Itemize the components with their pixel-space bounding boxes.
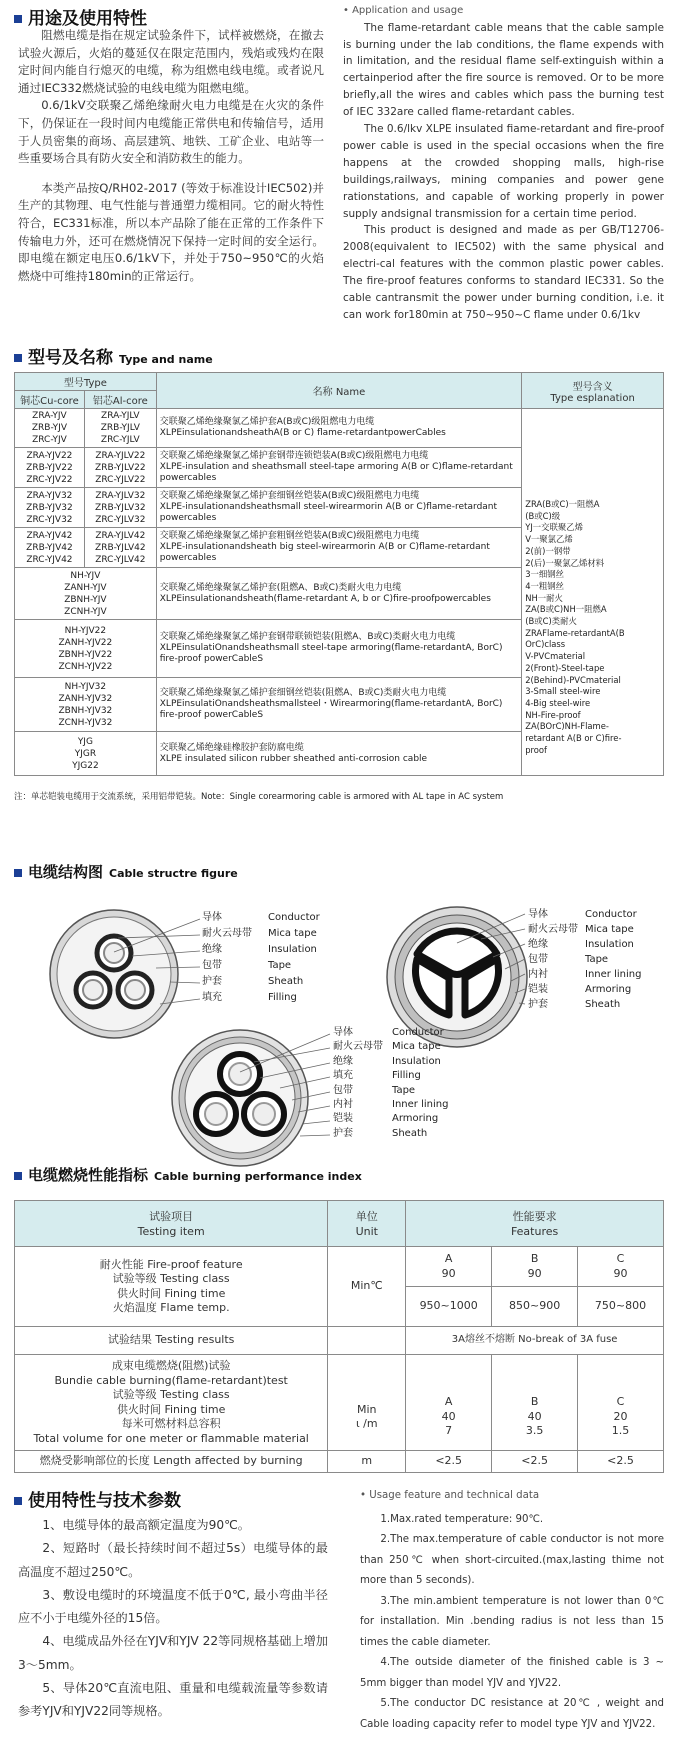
class-c: C 90 <box>578 1247 664 1287</box>
square-bullet-icon <box>14 15 22 23</box>
cable-name: 交联聚乙烯绝缘聚氯乙烯护套A(B或C)级阻燃电力电缆 XLPEinsulationandsheathA(B or C) flame-retardantpowerCables <box>156 409 521 448</box>
cable-name: 交联聚乙烯绝缘聚氯乙烯护套钢带连锁铠装A(B或C)级阻燃电力电缆 XLPE-insulation and sheathsmall steel-tape armoring A(B or C)flame-retardant powercables <box>156 448 521 488</box>
label-mica-tape: 耐火云母带 <box>202 928 252 940</box>
label-sheath: 护套 <box>202 976 222 988</box>
paragraph: 0.6/1kV交联聚乙烯绝缘耐火电力电缆是在火灾的条件下，仍保证在一段时间内电缆能正常供电和传输信号，适用于人员密集的商场、高层建筑、地铁、工矿企业、电站等一些重要场合具有防火安全和消防救生的能力。 <box>18 98 324 166</box>
section-title-type: 型号及名称 Type and name <box>14 343 213 368</box>
model-code: NH-YJV22 ZANH-YJV22 ZBNH-YJV22 ZCNH-YJV22 <box>15 620 157 678</box>
al-model: ZRA-YJLV32 ZRB-YJLV32 ZRC-YJLV32 <box>84 488 156 528</box>
model-code: YJG YJGR YJG22 <box>15 732 157 776</box>
al-model: ZRA-YJLV ZRB-YJLV ZRC-YJLV <box>84 409 156 448</box>
model-code: NH-YJV32 ZANH-YJV32 ZBNH-YJV32 ZCNH-YJV32 <box>15 678 157 732</box>
list-item: 3、敷设电缆时的环境温度不低于0℃, 最小弯曲半径应不小于电缆外径的15倍。 <box>18 1587 328 1626</box>
technical-text-en <box>360 1486 664 1735</box>
cu-model: ZRA-YJV ZRB-YJV ZRC-YJV <box>15 409 85 448</box>
empty-cell <box>328 1327 406 1355</box>
list-item: 5、导体20℃直流电阻、重量和电缆载流量等参数请参考YJV和YJV22同等规格。 <box>18 1681 328 1719</box>
length-unit: m <box>328 1451 406 1473</box>
cable-name: 交联聚乙烯绝缘聚氯乙烯护套细钢丝铠装A(B或C)级阻燃电力电缆 XLPE-insulationandsheathsmall steel-wirearmorin A(B or C)flame-retardant powercables <box>156 488 521 528</box>
square-bullet-icon <box>14 1172 22 1180</box>
label-insulation: 绝缘 <box>202 944 222 956</box>
cable-name: 交联聚乙烯绝缘聚氯乙烯护套粗钢丝铠装A(B或C)级阻燃电力电缆 XLPE-insulationandsheath big steel-wirearmorin A(B or C)flame-retardant powercables <box>156 528 521 568</box>
paragraph: The 0.6/lkv XLPE insulated fiame-retardant and fire-proof power cable is used in the special occasions when the fire happens at the crowded shopping malls, high-rise buildings,railways, mining companies and power gene rationstations, and capable of working properly in power supply andsignal transmission for a certain time period. <box>343 123 664 220</box>
square-bullet-icon <box>14 869 22 877</box>
bundle-c: C 20 1.5 <box>578 1355 664 1451</box>
length-a: <2.5 <box>406 1451 492 1473</box>
usage-text-cn <box>18 27 324 285</box>
fig3-labels-cn: 导体 耐火云母带 绝缘 填充 包带 内衬 铠装 护套 <box>333 1027 383 1139</box>
list-item: 3.The min.ambient temperature is not lower than 0℃ for installation. Min .bending radius is not less than 15 times the cable diameter. <box>360 1595 664 1648</box>
bundle-burning-item: 成束电缆燃烧(阻燃)试验 Bundie cable burning(flame-retardant)test 试验等级 Testing class 供火时间 Fining time 每米可燃材料总容积 Total volume for one meter or flammable material <box>15 1355 328 1451</box>
label-leaders-1 <box>48 908 228 1040</box>
square-bullet-icon <box>14 354 22 362</box>
al-model: ZRA-YJLV22 ZRB-YJLV22 ZRC-YJLV22 <box>84 448 156 488</box>
temp-c: 750~800 <box>578 1287 664 1327</box>
fire-proof-item: 耐火性能 Fire-proof feature 试验等级 Testing class 供火时间 Fining time 火焰温度 Flame temp. <box>15 1247 328 1327</box>
model-code: NH-YJV ZANH-YJV ZBNH-YJV ZCNH-YJV <box>15 568 157 620</box>
cable-name: 交联聚乙烯绝缘硅橡胶护套防腐电缆 XLPE insulated silicon rubber sheathed anti-corrosion cable <box>156 732 521 776</box>
burning-index-table <box>14 1200 664 1473</box>
temp-a: 950~1000 <box>406 1287 492 1327</box>
label-conductor: 导体 <box>202 912 222 923</box>
header-cu-core: 铜芯Cu-core <box>15 391 85 409</box>
list-item: 5.The conductor DC resistance at 20℃ , weight and Cable loading capacity refer to model type YJV and YJV22. <box>360 1698 664 1730</box>
paragraph: This product is designed and made as per GB/T12706-2008(equivalent to IEC502) with the same physical and electri-cal features with the common plastic power cables. The fire-proof features conforms to standard IEC331. So the cable cantransmit the power under burning condition, i.e. it can work for180min at 750~950~C flame under 0.6/1kv <box>343 224 664 321</box>
cu-model: ZRA-YJV32 ZRB-YJV32 ZRC-YJV32 <box>15 488 85 528</box>
cable-name: 交联聚乙烯绝缘聚氯乙烯护套(阻燃A、B或C)类耐火电力电缆 XLPEinsulationandsheath(flame-retardant A, b or C)fire-proofpowercables <box>156 568 521 620</box>
bundle-a: A 40 7 <box>406 1355 492 1451</box>
table-note: 注：单芯铠装电缆用于交流系统，采用铝带铠装。Note：Single corearmoring cable is armored with AL tape in AC system <box>14 792 504 802</box>
header-type: 型号Type <box>15 373 157 391</box>
fig3-labels-en: Conductor Mica tape Insulation Filling Tape Inner lining Armoring Sheath <box>392 1027 449 1139</box>
technical-lead-en: • Usage feature and technical data <box>360 1490 540 1501</box>
cable-name: 交联聚乙烯绝缘聚氯乙烯护套细钢丝铠装(阻燃A、B或C)类耐火电力电缆 XLPEinsulatiOnandsheathsmallsteel・Wirearmoring(flame-retardantA, BorC) fire-proof powerCableS <box>156 678 521 732</box>
label-leaders-3 <box>170 1028 340 1168</box>
paragraph: 阻燃电缆是指在规定试验条件下，试样被燃烧，在撤去试验火源后，火焰的蔓延仅在限定范围内，残焰或残灼在限定时间内能自行熄灭的电缆，称为组燃电线电缆。或者说凡通过IEC332燃烧试验的电线电缆为阻燃电缆。 <box>18 28 324 95</box>
header-features: 性能要求 Features <box>406 1201 664 1247</box>
bundle-b: B 40 3.5 <box>492 1355 578 1451</box>
paragraph: 本类产品按Q/RH02-2017 (等效于标准设计IEC502)并生产的其物理、电气性能与普通塑力缆相同。它的耐火特性符合，EC331标准，所以本产品除了能在正常的工作条件下传输电力外，还可在燃烧情况下保持一定时间的安全运行。即电缆在额定电压0.6/1kV下，并处于750~950℃的火焰燃烧中可维持180min的正常运行。 <box>18 180 324 283</box>
usage-text-en <box>343 2 664 324</box>
square-bullet-icon <box>14 1497 22 1505</box>
length-c: <2.5 <box>578 1451 664 1473</box>
length-affected-item: 燃烧受影响部位的长度 Length affected by burning <box>15 1451 328 1473</box>
temp-b: 850~900 <box>492 1287 578 1327</box>
label-tape: 包带 <box>202 960 222 972</box>
type-name-table <box>14 372 664 776</box>
header-name: 名称 Name <box>156 373 521 409</box>
header-unit: 单位 Unit <box>328 1201 406 1247</box>
list-item: 1、电缆导体的最高额定温度为90℃。 <box>42 1518 250 1532</box>
usage-lead-en: • Application and usage <box>343 5 464 16</box>
section-title-structure: 电缆结构图 Cable structre figure <box>14 861 238 882</box>
header-testing-item: 试验项目 Testing item <box>15 1201 328 1247</box>
cable-name: 交联聚乙烯绝缘聚氯乙烯护套钢带联锁铠装(阻燃A、B或C)类耐火电力电缆 XLPEinsulatiOnandsheathsmall steel-tape armoring(flame-retardantA, BorC) fire-proof powerCableS <box>156 620 521 678</box>
section-title-burning: 电缆燃烧性能指标 Cable burning performance index <box>14 1164 362 1185</box>
label-filling: 填充 <box>202 992 222 1004</box>
fire-proof-unit: Min℃ <box>328 1247 406 1327</box>
paragraph: The flame-retardant cable means that the cable sample is burning under the lab conditions, the flame expends with in limitation, and the residual flame self-extinguish within a certainperiod after the fire source is removed. Or to be more briefly,all the wires and cables which pass the burning test of IEC 332are called flame-retardant cables. <box>343 21 664 119</box>
bundle-unit: Min ι /m <box>328 1355 406 1451</box>
fig2-labels-en: Conductor Mica tape Insulation Tape Inner lining Armoring Sheath <box>585 909 642 1010</box>
fig1-labels-cn <box>202 910 252 1007</box>
header-al-core: 铝芯Al-core <box>84 391 156 409</box>
cu-model: ZRA-YJV42 ZRB-YJV42 ZRC-YJV42 <box>15 528 85 568</box>
section-title-usage: 用途及使用特性 <box>14 4 147 29</box>
technical-text-cn <box>18 1514 328 1724</box>
list-item: 4、电缆成品外径在YJV和YJV 22等同规格基础上增加3～5mm。 <box>18 1634 328 1672</box>
list-item: 1.Max.rated temperature: 90℃. <box>380 1513 544 1525</box>
list-item: 4.The outside diameter of the finished cable is 3 ~ 5mm bigger than model YJV and YJV22. <box>360 1657 664 1689</box>
fig1-labels-en: Conductor Mica tape Insulation Tape Sheath Filling <box>268 912 320 1004</box>
al-model: ZRA-YJLV42 ZRB-YJLV42 ZRC-YJLV42 <box>84 528 156 568</box>
cu-model: ZRA-YJV22 ZRB-YJV22 ZRC-YJV22 <box>15 448 85 488</box>
testing-results-value: 3A熔丝不熔断 No-break of 3A fuse <box>406 1327 664 1355</box>
list-item: 2.The max.temperature of cable conductor is not more than 250℃ when short-circuited.(max,lasting thime not more than 5 seconds). <box>360 1534 664 1586</box>
fig2-labels-cn: 导体 耐火云母带 绝缘 包带 内衬 铠装 护套 <box>528 909 578 1010</box>
type-explanation: ZRA(B或C)一阻燃A (B或C)级 YJ一交联聚乙烯 V一聚氯乙烯 2(前)一钢带 2(后)一聚氯乙烯材料 3一细钢丝 4一粗钢丝 NH一耐火 ZA(B或C)NH一阻燃A (B或C)类耐火 ZRAFlame-retardantA(B OrC)class V-PVCmaterial 2(Front)-Steel-tape 2(Behind)-PVCmaterial 3-Small steel-wire 4-Big steel-wire NH-Fire-proof ZA(BOrC)NH-Flame- retardant A(B or C)fire- proof <box>522 409 664 776</box>
testing-results-item: 试验结果 Testing results <box>15 1327 328 1355</box>
length-b: <2.5 <box>492 1451 578 1473</box>
class-b: B 90 <box>492 1247 578 1287</box>
header-meaning: 型号含义 Type esplanation <box>522 373 664 409</box>
class-a: A 90 <box>406 1247 492 1287</box>
section-title-technical: 使用特性与技术参数 <box>14 1486 181 1511</box>
list-item: 2、短路时（最长持续时间不超过5s）电缆导体的最高温度不超过250℃。 <box>18 1541 328 1579</box>
